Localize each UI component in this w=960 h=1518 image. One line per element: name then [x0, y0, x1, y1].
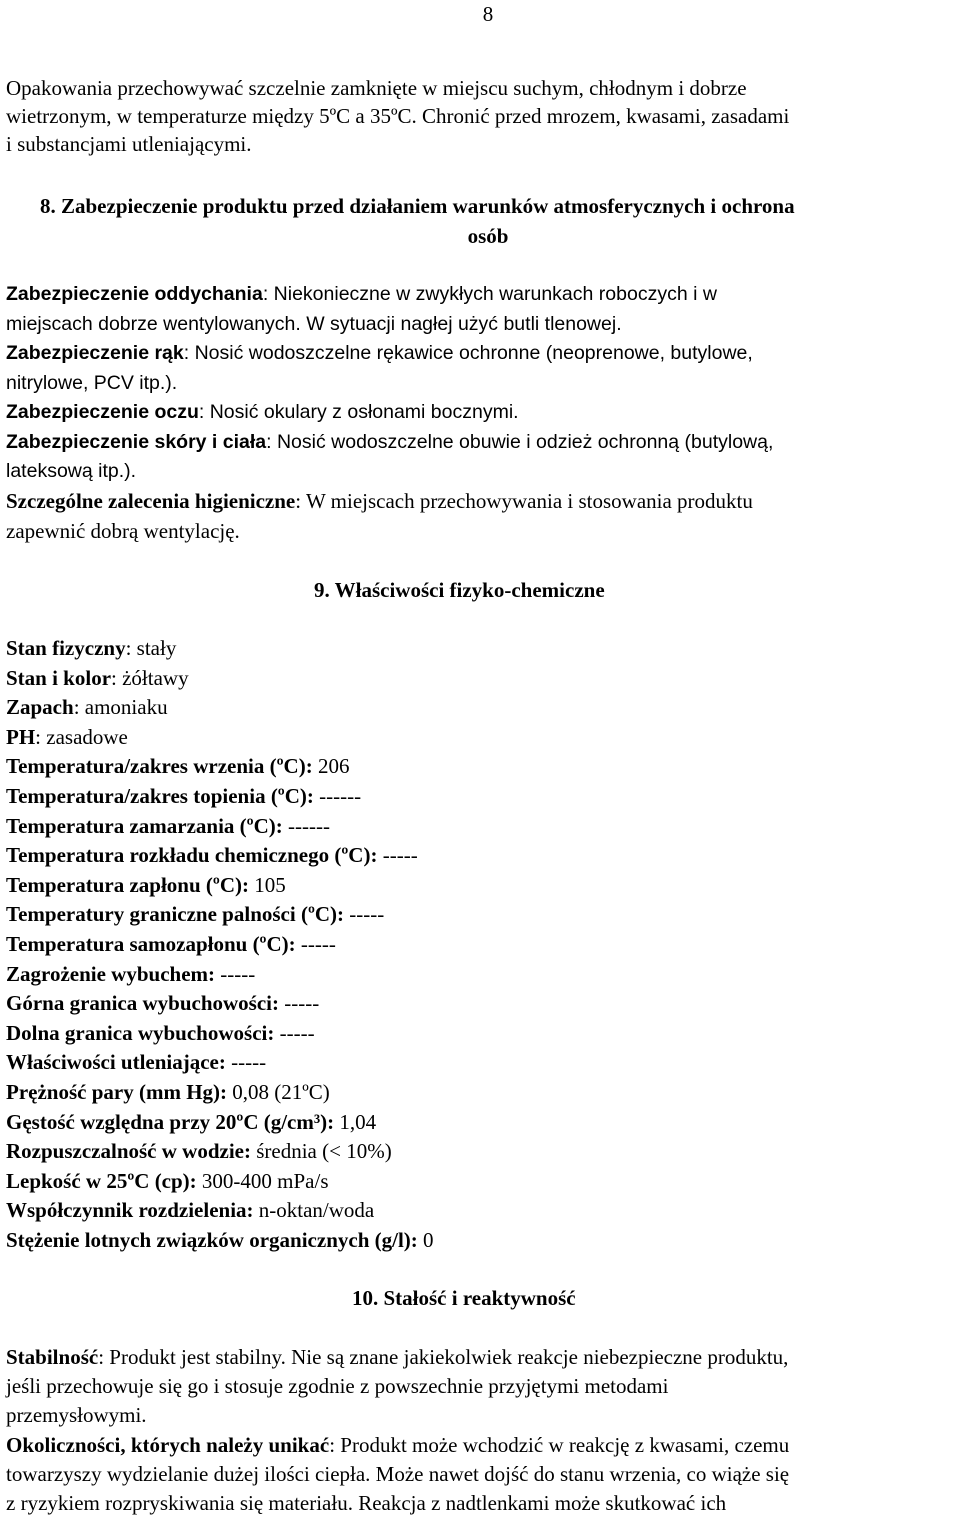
- property-value: 300-400 mPa/s: [196, 1168, 329, 1193]
- property-value: -----: [377, 843, 418, 868]
- protection-breathing: [6, 280, 958, 339]
- item-text: : Nosić wodoszczelne obuwie i odzież ochronną (butylową,: [266, 430, 774, 453]
- property-row: [6, 693, 958, 723]
- property-value: 206: [312, 754, 350, 779]
- property-value: średnia (< 10%): [250, 1139, 392, 1164]
- stability-text: : Produkt jest stabilny. Nie są znane jakiekolwiek reakcje niebezpieczne produktu,: [98, 1345, 789, 1369]
- item-text: : Nosić wodoszczelne rękawice ochronne (neoprenowe, butylowe,: [183, 342, 753, 364]
- item-label: Zabezpieczenie oczu: [6, 401, 199, 423]
- property-row: [6, 1226, 958, 1256]
- item-label: Zabezpieczenie rąk: [6, 342, 184, 364]
- property-label: Stężenie lotnych związków organicznych (g/l):: [6, 1227, 418, 1252]
- section8-heading: 8. Zabezpieczenie produktu przed działaniem warunków atmosferycznych i ochrona: [40, 194, 795, 218]
- section10-heading: 10. Stałość i reaktywność: [352, 1286, 576, 1310]
- property-label: Właściwości utleniające:: [6, 1050, 226, 1075]
- stability-paragraph: [6, 1343, 958, 1430]
- property-row: [6, 1108, 958, 1138]
- page-number: 8: [482, 2, 494, 26]
- property-label: Temperatury graniczne palności (ºC):: [6, 902, 345, 927]
- property-label: Rozpuszczalność w wodzie:: [6, 1139, 251, 1164]
- property-row: [6, 930, 958, 960]
- property-value: -----: [225, 1050, 267, 1075]
- property-row: [6, 812, 958, 842]
- property-row: [6, 1167, 958, 1197]
- property-value: -----: [215, 961, 256, 986]
- storage-line: wietrzonym, w temperaturze między 5ºC a 35ºC. Chronić przed mrozem, kwasami, zasadami: [6, 104, 790, 128]
- property-label: Stan i kolor: [6, 665, 112, 690]
- property-label: Temperatura rozkładu chemicznego (ºC):: [6, 843, 378, 868]
- property-row: [6, 1078, 958, 1108]
- property-row: [6, 1019, 958, 1049]
- property-value: 105: [248, 872, 286, 897]
- item-text: miejscach dobrze wentylowanych. W sytuacji nagłej użyć butli tlenowej.: [6, 312, 622, 335]
- stability-text: jeśli przechowuje się go i stosuje zgodnie z powszechnie przyjętymi metodami: [6, 1374, 669, 1398]
- storage-line: Opakowania przechowywać szczelnie zamknięte w miejscu suchym, chłodnym i dobrze: [6, 76, 747, 100]
- property-label: Prężność pary (mm Hg):: [6, 1079, 228, 1104]
- property-value: : stały: [125, 636, 177, 660]
- avoid-label: Okoliczności, których należy unikać: [6, 1433, 330, 1457]
- avoid-text: : Produkt może wchodzić w reakcję z kwasami, czemu: [329, 1433, 790, 1457]
- storage-line: i substancjami utleniającymi.: [6, 132, 252, 156]
- property-value: -----: [344, 902, 385, 927]
- avoid-text: towarzyszy wydzielanie dużej ilości ciepła. Może nawet dojść do stanu wrzenia, co wiąże się: [6, 1462, 790, 1486]
- property-label: Gęstość względna przy 20ºC (g/cm³):: [6, 1109, 335, 1134]
- hygiene-recommendations: [6, 486, 958, 546]
- hygiene-text: zapewnić dobrą wentylację.: [6, 519, 240, 543]
- property-row: [6, 752, 958, 782]
- property-value: -----: [295, 931, 336, 956]
- property-row: [6, 1137, 958, 1167]
- property-row: [6, 782, 958, 812]
- property-row: [6, 1048, 958, 1078]
- property-value: -----: [279, 991, 320, 1016]
- property-value: 0,08 (21ºC): [227, 1079, 330, 1104]
- protection-eyes: [6, 398, 958, 428]
- property-value: -----: [274, 1020, 315, 1045]
- properties-list: [6, 634, 958, 1255]
- property-row: [6, 723, 958, 753]
- hygiene-text: : W miejscach przechowywania i stosowania produktu: [295, 489, 753, 513]
- property-value: ------: [282, 813, 330, 838]
- property-row: [6, 900, 958, 930]
- hygiene-label: Szczególne zalecenia higieniczne: [6, 489, 296, 513]
- section8-body: [6, 280, 958, 487]
- conditions-to-avoid-paragraph: [6, 1431, 958, 1518]
- storage-paragraph: [6, 74, 958, 158]
- property-value: n-oktan/woda: [253, 1198, 375, 1223]
- property-row: [6, 989, 958, 1019]
- protection-hands: [6, 339, 958, 398]
- property-label: Dolna granica wybuchowości:: [6, 1020, 275, 1045]
- property-label: Stan fizyczny: [6, 636, 126, 660]
- property-label: Lepkość w 25ºC (cp):: [6, 1168, 197, 1193]
- property-row: [6, 841, 958, 871]
- property-row: [6, 634, 958, 664]
- property-row: [6, 871, 958, 901]
- item-label: Zabezpieczenie skóry i ciała: [6, 430, 267, 453]
- property-label: Temperatura/zakres topienia (ºC):: [6, 783, 314, 808]
- property-label: PH: [6, 724, 36, 749]
- property-row: [6, 960, 958, 990]
- property-label: Temperatura samozapłonu (ºC):: [6, 931, 296, 956]
- item-text: nitrylowe, PCV itp.).: [6, 371, 178, 394]
- item-text: : Nosić okulary z osłonami bocznymi.: [198, 401, 519, 423]
- property-row: [6, 1196, 958, 1226]
- property-label: Zapach: [6, 695, 74, 720]
- property-value: : żółtawy: [111, 665, 189, 690]
- property-value: ------: [313, 783, 362, 808]
- stability-text: przemysłowymi.: [6, 1403, 147, 1427]
- property-value: : amoniaku: [73, 695, 168, 720]
- property-value: 1,04: [334, 1109, 377, 1134]
- item-label: Zabezpieczenie oddychania: [6, 283, 263, 305]
- section8-heading-continued: osób: [467, 224, 509, 248]
- property-value: 0: [417, 1227, 434, 1252]
- property-value: : zasadowe: [35, 724, 128, 749]
- stability-label: Stabilność: [6, 1345, 99, 1369]
- property-label: Współczynnik rozdzielenia:: [6, 1198, 254, 1223]
- property-label: Temperatura/zakres wrzenia (ºC):: [6, 754, 313, 779]
- protection-skin: [6, 428, 958, 487]
- section9-heading: 9. Właściwości fizyko-chemiczne: [314, 578, 605, 602]
- item-text: lateksową itp.).: [6, 460, 137, 482]
- property-label: Temperatura zamarzania (ºC):: [6, 813, 283, 838]
- item-text: : Niekonieczne w zwykłych warunkach roboczych i w: [262, 283, 717, 305]
- property-row: [6, 664, 958, 694]
- property-label: Górna granica wybuchowości:: [6, 991, 279, 1016]
- property-label: Zagrożenie wybuchem:: [6, 961, 216, 986]
- avoid-text: z ryzykiem rozpryskiwania się materiału. Reakcja z nadtlenkami może skutkować ich: [6, 1491, 727, 1515]
- property-label: Temperatura zapłonu (ºC):: [6, 872, 249, 897]
